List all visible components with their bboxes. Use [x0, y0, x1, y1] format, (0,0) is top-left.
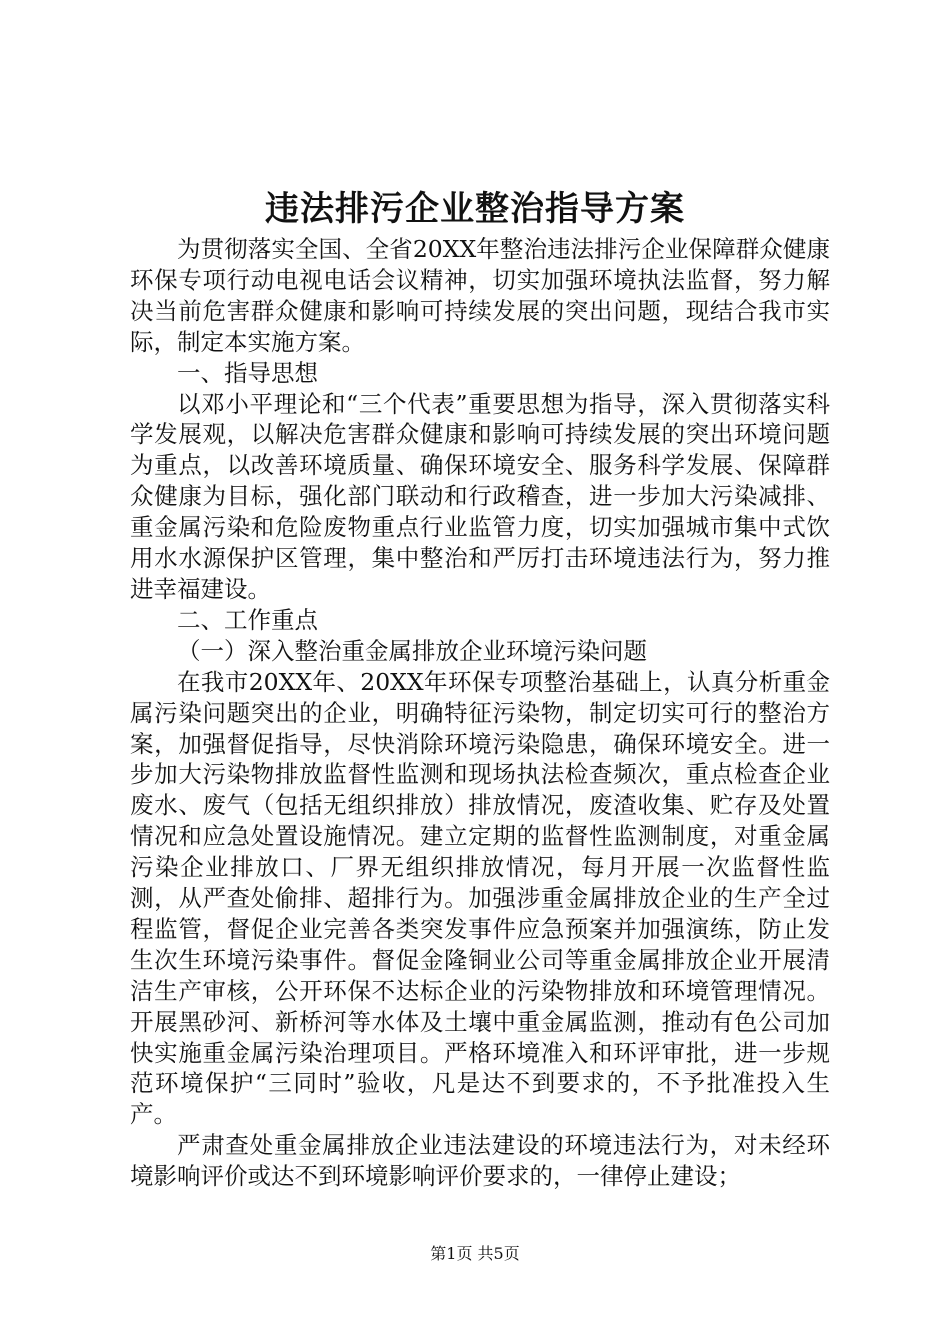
paragraph-heavy-metal: 在我市20XX年、20XX年环保专项整治基础上，认真分析重金属污染问题突出的企业，明确特征污染物，制定切实可行的整治方案，加强督促指导，尽快消除环境污染隐患，确保环境安全。进一步加大污染物排放监督性监测和现场执法检查频次，重点检查企业废水、废气（包括无组织排放）排放情况，废渣收集、贮存及处置情况和应急处置设施情况。建立定期的监督性监测制度，对重金属污染企业排放口、厂界无组织排放情况，每月开展一次监督性监测，从严查处偷排、超排行为。加强涉重金属排放企业的生产全过程监管，督促企业完善各类突发事件应急预案并加强演练，防止发生次生环境污染事件。督促金隆铜业公司等重金属排放企业开展清洁生产审核，公开环保不达标企业的污染物排放和环境管理情况。开展黑砂河、新桥河等水体及土壤中重金属监测，推动有色公司加快实施重金属污染治理项目。严格环境准入和环评审批，进一步规范环境保护“三同时”验收，凡是达不到要求的，不予批准投入生产。 — [130, 667, 830, 1129]
paragraph-illegal-construction: 严肃查处重金属排放企业违法建设的环境违法行为，对未经环境影响评价或达不到环境影响评价要求的，一律停止建设； — [130, 1131, 830, 1191]
paragraph-intro: 为贯彻落实全国、全省20XX年整治违法排污企业保障群众健康环保专项行动电视电话会议精神，切实加强环境执法监督，努力解决当前危害群众健康和影响可持续发展的突出问题，现结合我市实际，制定本实施方案。 — [130, 235, 830, 356]
document-body — [130, 234, 830, 1192]
page-number-footer: 第1页 共5页 — [430, 1244, 520, 1263]
section-heading-work-focus: 二、工作重点 — [177, 605, 318, 634]
subsection-heading-heavy-metal: （一）深入整治重金属排放企业环境污染问题 — [177, 636, 647, 665]
section-heading-guiding-ideology: 一、指导思想 — [177, 358, 318, 387]
paragraph-guiding-ideology: 以邓小平理论和“三个代表”重要思想为指导，深入贯彻落实科学发展观，以解决危害群众健康和影响可持续发展的突出环境问题为重点，以改善环境质量、确保环境安全、服务科学发展、保障群众健康为目标，强化部门联动和行政稽查，进一步加大污染减排、重金属污染和危险废物重点行业监管力度，切实加强城市集中式饮用水水源保护区管理，集中整治和严厉打击环境违法行为，努力推进幸福建设。 — [130, 389, 830, 603]
document-title: 违法排污企业整治指导方案 — [265, 189, 685, 229]
